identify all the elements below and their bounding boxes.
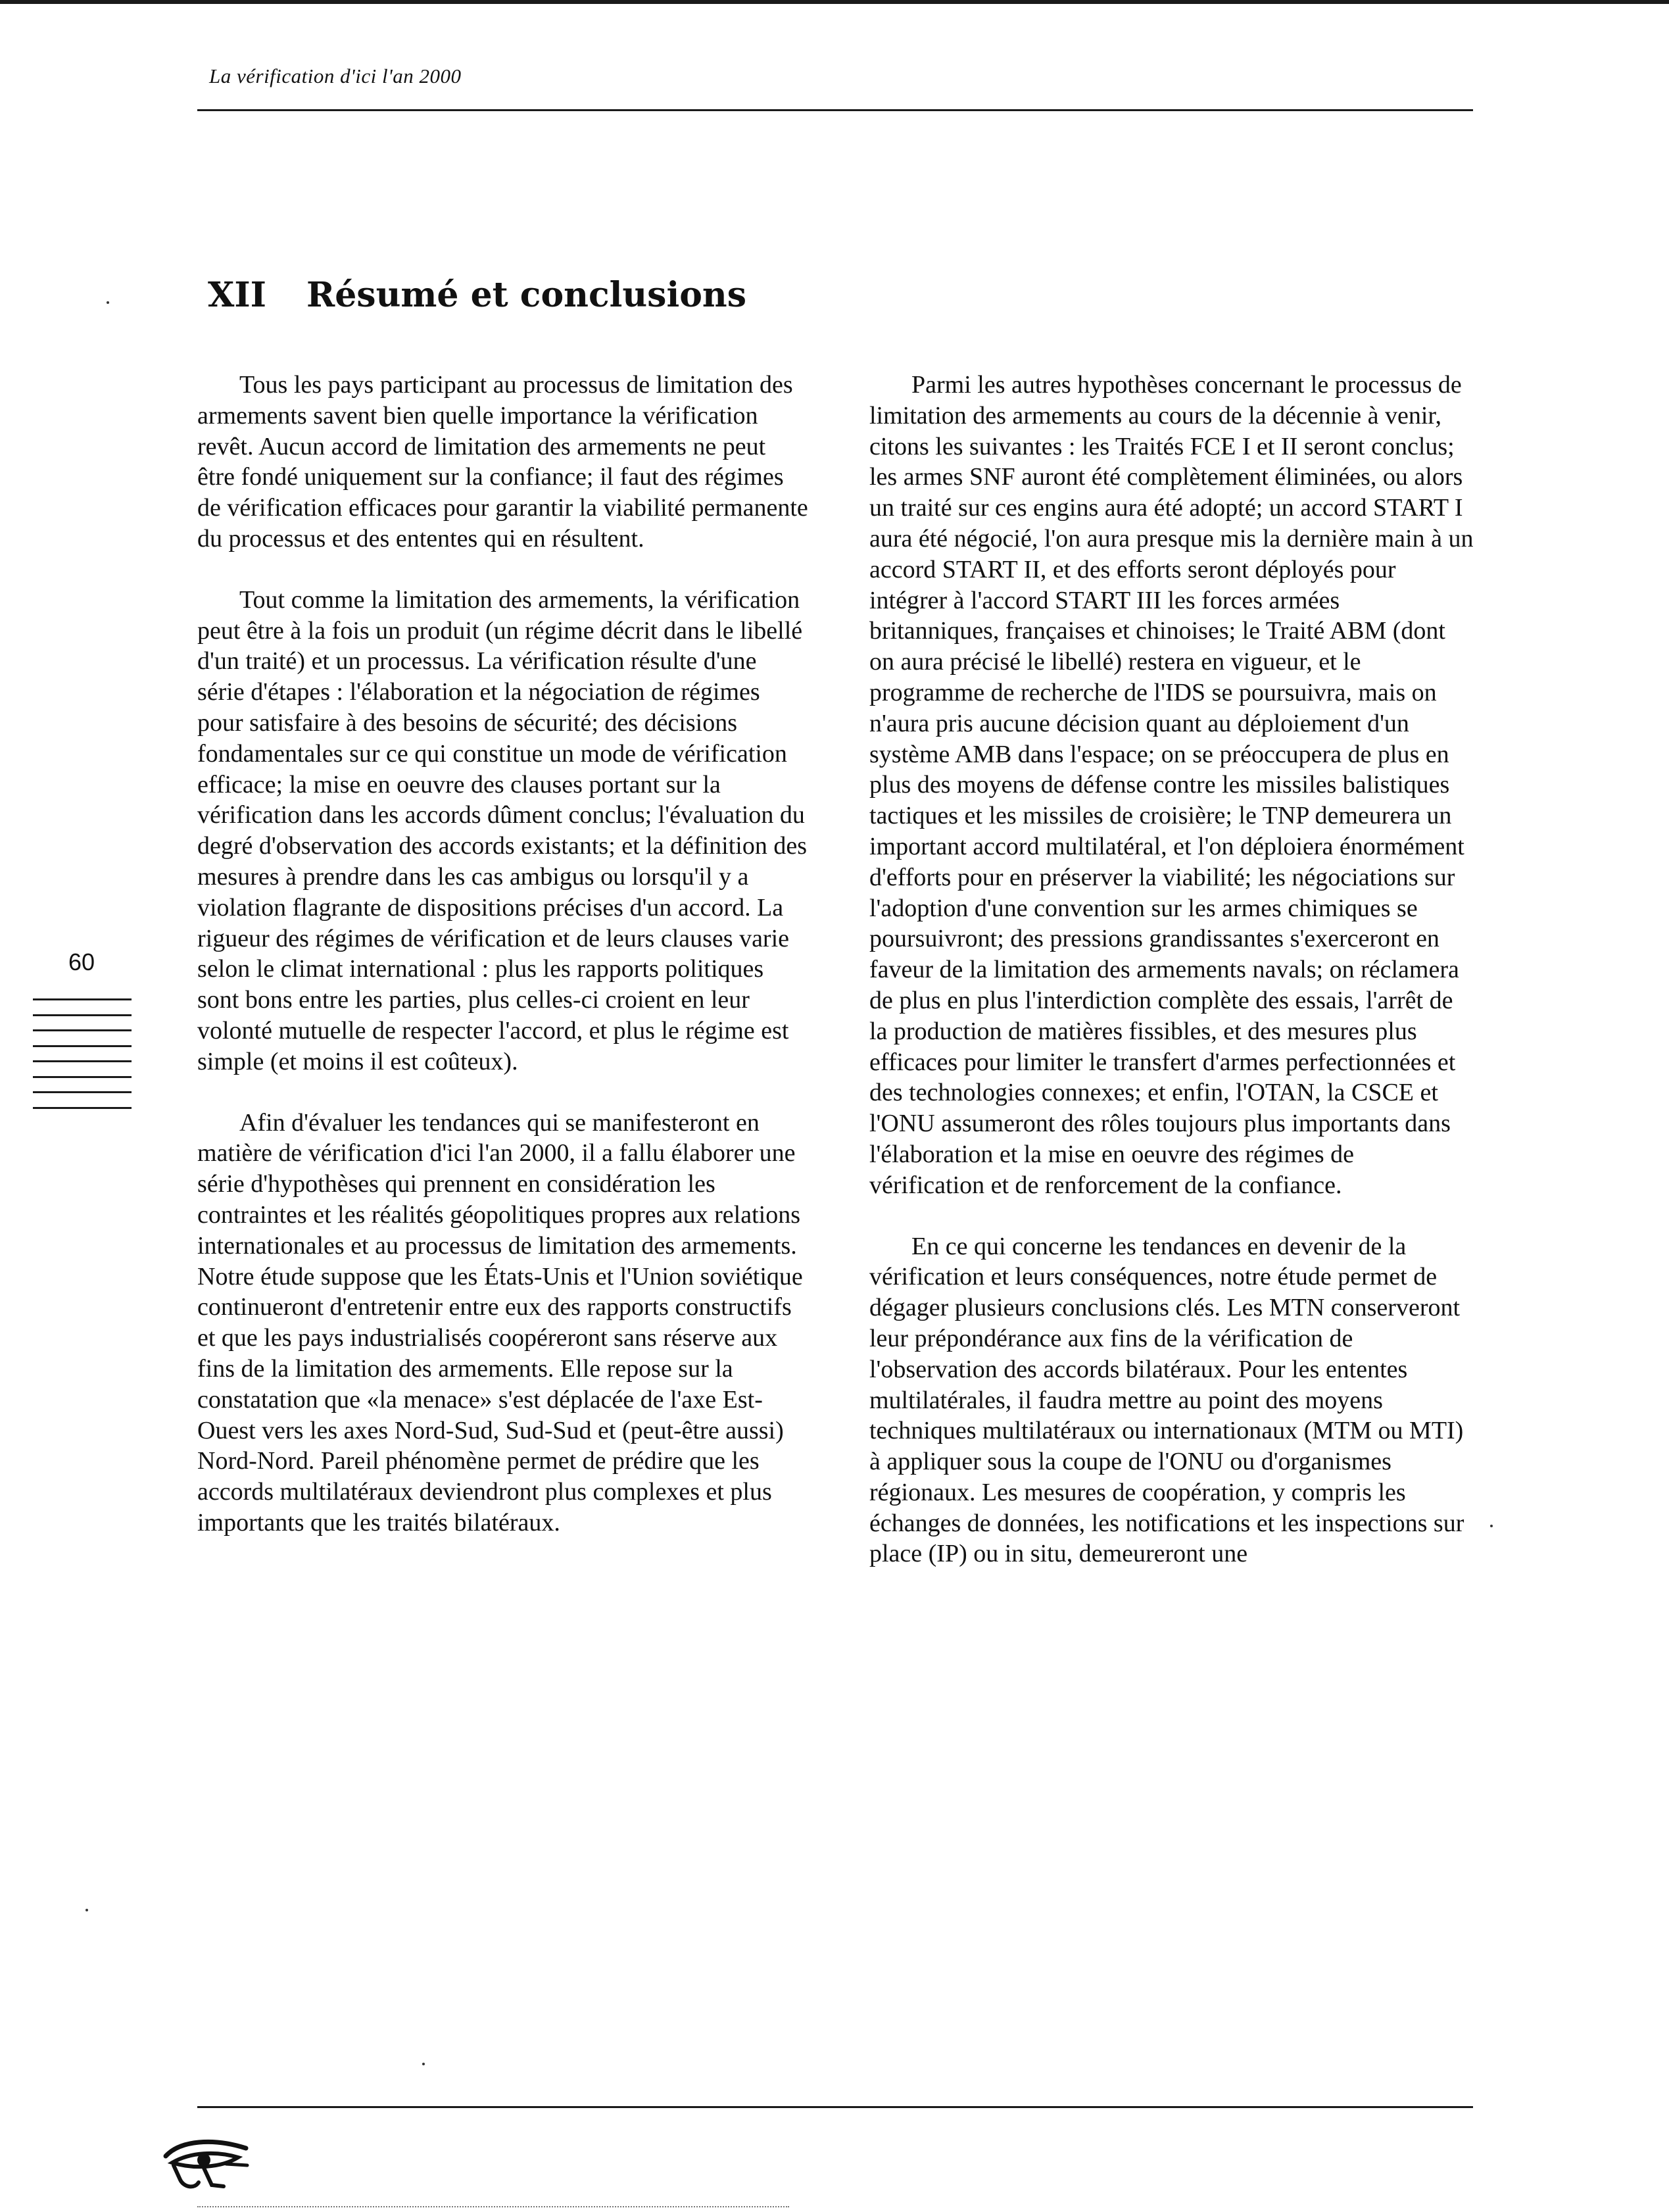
section-title: Résumé et conclusions: [306, 275, 746, 315]
left-text-column: [197, 370, 809, 1569]
margin-rule-stack: [33, 998, 132, 1122]
right-text-column: [869, 370, 1474, 1600]
footer-rule: [197, 2106, 1473, 2108]
page-number: 60: [68, 948, 95, 975]
eye-of-horus-icon: [160, 2134, 253, 2193]
scan-speck: [422, 2063, 425, 2065]
margin-rule: [33, 1014, 132, 1016]
header-rule: [197, 109, 1473, 111]
section-heading: [208, 275, 746, 315]
section-number: XII: [208, 275, 266, 315]
paragraph: Afin d'évaluer les tendances qui se manifesteront en matière de vérification d'ici l'an 2000, il a fallu élaborer une série d'hypothèses qui prennent en considération les contraintes et les réalités géopolitiques propres aux relations internationales et au processus de limitation des armements. Notre étude suppose que les États-Unis et l'Union soviétique continueront d'entretenir entre eux des rapports constructifs et que les pays industrialisés coopéreront sans réserve aux fins de la limitation des armements. Elle repose sur la constatation que «la menace» s'est déplacée de l'axe Est-Ouest vers les axes Nord-Sud, Sud-Sud et (peut-être aussi) Nord-Nord. Pareil phénomène permet de prédire que les accords multilatéraux deviendront plus complexes et plus importants que les traités bilatéraux.: [197, 1108, 803, 1536]
bottom-dotted-edge: [197, 2206, 789, 2207]
paragraph: En ce qui concerne les tendances en devenir de la vérification et leurs conséquences, notre étude permet de dégager plusieurs conclusions clés. Les MTN conserveront leur prépondérance aux fins de la vérification de l'observation des accords bilatéraux. Pour les ententes multilatérales, il faudra mettre au point des moyens techniques multilatéraux ou internationaux (MTM ou MTI) à appliquer sous la coupe de l'ONU ou d'organismes régionaux. Les mesures de coopération, y compris les échanges de données, les notifications et les inspections sur place (IP) ou in situ, demeureront une: [869, 1232, 1464, 1568]
scan-speck: [85, 1909, 88, 1911]
paragraph: Tous les pays participant au processus de limitation des armements savent bien quelle importance la vérification revêt. Aucun accord de limitation des armements ne peut être fondé uniquement sur la confiance; il faut des régimes de vérification efficaces pour garantir la viabilité permanente du processus et des ententes qui en résultent.: [197, 371, 808, 553]
paragraph: Tout comme la limitation des armements, la vérification peut être à la fois un produit (un régime décrit dans le libellé d'un traité) et un processus. La vérification résulte d'une série d'étapes : l'élaboration et la négociation de régimes pour satisfaire à des besoins de sécurité; des décisions fondamentales sur ce qui constitue un mode de vérification efficace; la mise en oeuvre des clauses portant sur la vérification dans les accords dûment conclus; l'évaluation du degré d'observation des accords existants; et la définition des mesures à prendre dans les cas ambigus ou lorsqu'il y a violation flagrante de dispositions précises d'un accord. La rigueur des régimes de vérification et de leurs clauses varie selon le climat international : plus les rapports politiques sont bons entre les parties, plus celles-ci croient en leur volonté mutuelle de respecter l'accord, et plus le régime est simple (et moins il est coûteux).: [197, 585, 808, 1075]
margin-rule: [33, 1045, 132, 1047]
margin-rule: [33, 998, 132, 1000]
margin-rule: [33, 1091, 132, 1093]
running-header-title: La vérification d'ici l'an 2000: [209, 64, 462, 87]
margin-rule: [33, 1076, 132, 1078]
scan-speck: [107, 301, 109, 304]
margin-rule: [33, 1107, 132, 1109]
page-top-border: [0, 0, 1669, 4]
scan-speck: [1490, 1525, 1493, 1527]
margin-rule: [33, 1060, 132, 1062]
paragraph: Parmi les autres hypothèses concernant le processus de limitation des armements au cours de la décennie à venir, citons les suivantes : les Traités FCE I et II seront conclus; les armes SNF auront été complètement éliminées, ou alors un traité sur ces engins aura été adopté; un accord START I aura été négocié, l'on aura presque mis la dernière main à un accord START II, et des efforts seront déployés pour intégrer à l'accord START III les forces armées britanniques, françaises et chinoises; le Traité ABM (dont on aura précisé le libellé) restera en vigueur, et le programme de recherche de l'IDS se poursuivra, mais on n'aura pris aucune décision quant au déploiement d'un système AMB dans l'espace; on se préoccupera de plus en plus des moyens de défense contre les missiles balistiques tactiques et les missiles de croisière; le TNP demeurera un important accord multilatéral, et l'on déploiera énormément d'efforts pour en préserver la viabilité; les négociations sur l'adoption d'une convention sur les armes chimiques se poursuivront; des pressions grandissantes s'exerceront en faveur de la limitation des armements navals; on réclamera de plus en plus l'interdiction complète des essais, l'arrêt de la production de matières fissibles, et des mesures plus efficaces pour limiter le transfert d'armes perfectionnées et des technologies connexes; et enfin, l'OTAN, la CSCE et l'ONU assumeront des rôles toujours plus importants dans l'élaboration et la mise en oeuvre des régimes de vérification et de renforcement de la confiance.: [869, 371, 1474, 1199]
margin-rule: [33, 1029, 132, 1031]
